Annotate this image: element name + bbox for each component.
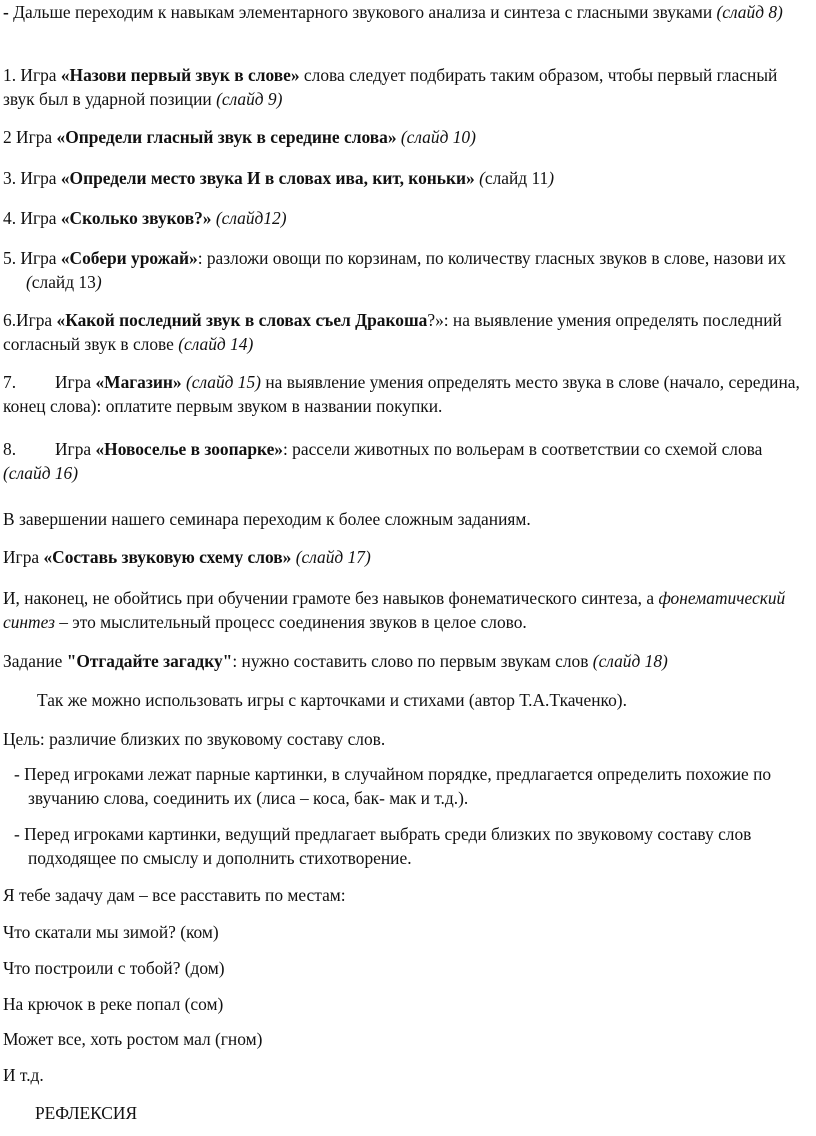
intro-dash: - (3, 2, 9, 22)
item-5-slide-close: ) (95, 272, 102, 292)
reflection-heading: РЕФЛЕКСИЯ (35, 1103, 138, 1123)
game-item-6 (3, 308, 803, 356)
item-8-text: : рассели животных по вольерам в соответствии со схемой слова (283, 439, 763, 459)
intro-paragraph (3, 0, 816, 24)
synthesis-term: фонематический синтез (3, 588, 786, 632)
poem-line: Я тебе задачу дам – все расставить по местам: (3, 885, 346, 905)
item-3-slide-close: ) (548, 168, 555, 188)
item-1-text: слова следует подбирать таким образом, чтобы первый гласный звук был в ударной позиции (3, 65, 778, 109)
task-title: "Отгадайте загадку" (66, 651, 233, 671)
poem-line: На крючок в реке попал (сом) (3, 994, 224, 1014)
item-7-word: Игра (55, 372, 96, 392)
item-7-title: «Магазин» (95, 372, 182, 392)
item-6-number: 6.Игра (3, 310, 57, 330)
item-4-title: «Сколько звуков?» (60, 208, 212, 228)
item-2-number: 2 Игра (3, 127, 57, 147)
item-7-number: 7. (3, 372, 17, 392)
item-8-title: «Новоселье в зоопарке» (95, 439, 283, 459)
item-5-number: 5. Игра (3, 248, 61, 268)
item-4-number: 4. Игра (3, 208, 61, 228)
item-5-slide-open: ( (26, 272, 32, 292)
bullet-item-1: - Перед игроками лежат парные картинки, в случайном порядке, предлагается определить похожие по звучанию слова, соединить их (лиса – коса, бак- мак и т.д.). (14, 764, 772, 808)
item-2-slide-ref: (слайд 10) (396, 127, 476, 147)
game-item-7 (3, 370, 803, 418)
item-5-text: : разложи овощи по корзинам, по количеству гласных звуков в слове, назови их (197, 248, 786, 268)
game-item-1 (3, 63, 803, 111)
game-item-5 (3, 246, 816, 294)
synthesis-text-2: – это мыслительный процесс соединения звуков в целое слово. (54, 612, 527, 632)
poem-line: Что скатали мы зимой? (ком) (3, 922, 219, 942)
game-item-4 (3, 206, 803, 230)
item-7-text: на выявление умения определять место звука в слове (начало, середина, конец слова): оплатите первым звуком в названии покупки. (3, 372, 800, 416)
item-3-number: 3. Игра (3, 168, 61, 188)
bullet-item-2: - Перед игроками картинки, ведущий предлагает выбрать среди близких по звуковому составу слов подходящее по смыслу и дополнить стихотворение. (14, 824, 752, 868)
item-8-slide-ref: (слайд 16) (3, 463, 79, 483)
item-5-title: «Собери урожай» (60, 248, 198, 268)
item-6-text: ?»: на выявление умения определять последний согласный звук в слове (3, 310, 782, 354)
synthesis-text-1: И, наконец, не обойтись при обучении грамоте без навыков фонематического синтеза, а (3, 588, 659, 608)
conclusion-text: В завершении нашего семинара переходим к более сложным заданиям. (3, 509, 531, 529)
goal-text: Цель: различие близких по звуковому составу слов. (3, 729, 386, 749)
intro-slide-ref: (слайд 8) (716, 2, 783, 22)
item-8-number: 8. (3, 439, 17, 459)
item-2-title: «Определи гласный звук в середине слова» (56, 127, 397, 147)
game-item-2 (3, 125, 803, 149)
item-1-title: «Назови первый звук в слове» (60, 65, 300, 85)
item-1-slide-ref: (слайд 9) (216, 89, 283, 109)
intro-text: Дальше переходим к навыкам элементарного звукового анализа и синтеза с гласными звуками (8, 2, 713, 22)
synthesis-paragraph (3, 586, 803, 634)
item-8-word: Игра (55, 439, 96, 459)
poem-line: Может все, хоть ростом мал (гном) (3, 1029, 263, 1049)
item-4-slide-ref: (слайд12) (211, 208, 287, 228)
item-7-slide-ref: (слайд 15) (181, 372, 261, 392)
item-3-slide-open: ( (474, 168, 485, 188)
task-text: : нужно составить слово по первым звукам слов (232, 651, 593, 671)
game-item-3 (3, 166, 803, 190)
cards-paragraph: Так же можно использовать игры с карточками и стихами (автор Т.А.Ткаченко). (37, 690, 627, 710)
game-item-8 (3, 437, 803, 485)
task-prefix: Задание (3, 651, 67, 671)
item-5-slide-ref: слайд 13 (31, 272, 96, 292)
task-slide-ref: (слайд 18) (592, 651, 668, 671)
riddle-task (3, 649, 803, 673)
item-6-title: «Какой последний звук в словах съел Дракоша (56, 310, 428, 330)
game-scheme-slide-ref: (слайд 17) (291, 547, 371, 567)
poem-line: Что построили с тобой? (дом) (3, 958, 225, 978)
item-3-title: «Определи место звука И в словах ива, кит, коньки» (60, 168, 475, 188)
game-scheme-prefix: Игра (3, 547, 44, 567)
game-scheme-title: «Составь звуковую схему слов» (43, 547, 292, 567)
game-scheme (3, 545, 803, 569)
item-6-slide-ref: (слайд 14) (178, 334, 254, 354)
poem-line: И т.д. (3, 1065, 44, 1085)
item-3-slide-ref: слайд 11 (484, 168, 549, 188)
item-1-number: 1. Игра (3, 65, 61, 85)
